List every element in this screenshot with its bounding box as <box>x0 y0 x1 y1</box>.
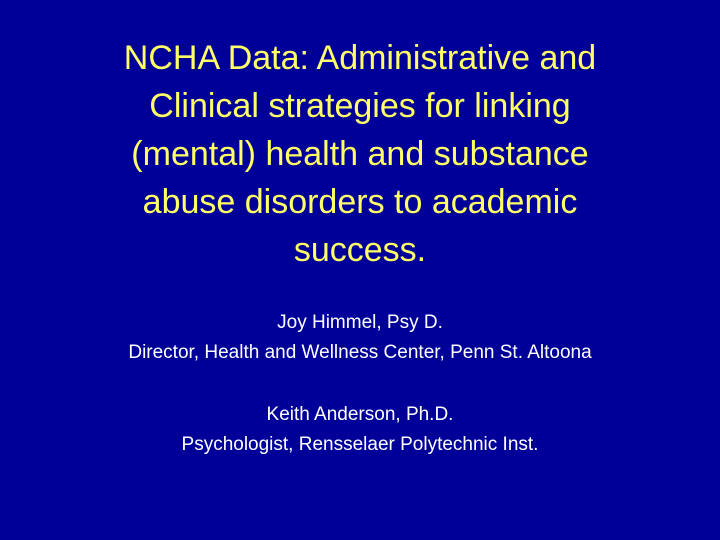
title-line: abuse disorders to academic <box>142 183 578 221</box>
spacer <box>20 368 700 400</box>
title-line: NCHA Data: Administrative and <box>123 39 597 77</box>
title-line: success. <box>293 231 427 269</box>
title-line: (mental) health and substance <box>131 135 589 173</box>
author-name: Keith Anderson, Ph.D. <box>266 404 454 425</box>
author-name: Joy Himmel, Psy D. <box>277 312 443 333</box>
author-affiliation: Psychologist, Rensselaer Polytechnic Inst. <box>181 434 539 455</box>
author-block <box>20 308 700 460</box>
slide-title <box>40 34 680 274</box>
author-affiliation: Director, Health and Wellness Center, Penn St. Altoona <box>128 342 592 363</box>
title-line: Clinical strategies for linking <box>149 87 571 125</box>
